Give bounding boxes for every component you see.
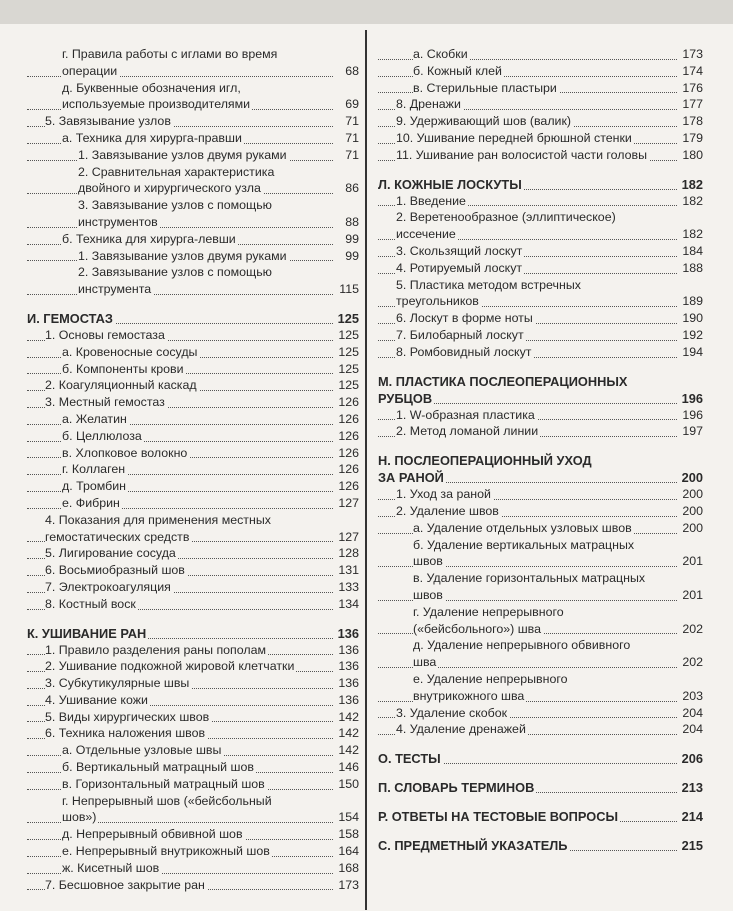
toc-entry-title: иссечение (396, 227, 456, 242)
toc-page-number: 190 (682, 311, 703, 326)
toc-entry[interactable] (27, 545, 359, 562)
toc-entry[interactable] (27, 327, 359, 344)
toc-page-number: 174 (682, 63, 703, 78)
toc-page-number: 125 (338, 361, 359, 376)
toc-entry[interactable] (378, 277, 703, 294)
toc-section-heading[interactable] (378, 373, 703, 390)
section-gap (27, 298, 359, 310)
toc-entry-title: 1. Завязывание узлов двумя руками (78, 147, 287, 162)
toc-entry-title: 2. Веретенообразное (эллиптическое) (396, 210, 616, 225)
toc-page-number: 200 (682, 520, 703, 535)
toc-entry[interactable] (27, 411, 359, 428)
toc-entry-title: 5. Завязывание узлов (45, 114, 171, 129)
toc-entry-title: а. Удаление отдельных узловых швов (413, 520, 632, 535)
toc-page-number: 126 (338, 445, 359, 460)
toc-entry-title: 1. Завязывание узлов двумя руками (78, 248, 287, 263)
toc-entry-title: а. Техника для хирурга-правши (62, 130, 242, 145)
toc-page-number: 126 (338, 479, 359, 494)
toc-page-number: 164 (338, 844, 359, 859)
toc-entry[interactable] (378, 147, 703, 164)
toc-section-heading[interactable] (378, 837, 703, 854)
toc-entry[interactable] (378, 63, 703, 80)
toc-entry[interactable] (27, 877, 359, 894)
toc-entry-title: К. УШИВАНИЕ РАН (27, 625, 147, 641)
toc-entry[interactable] (378, 260, 703, 277)
toc-entry-title: 6. Восьмиобразный шов (45, 563, 185, 578)
toc-page-number: 192 (682, 327, 703, 342)
toc-page-number: 202 (682, 655, 703, 670)
toc-entry-title: е. Фибрин (62, 495, 120, 510)
toc-page-number: 200 (682, 487, 703, 502)
toc-section-heading[interactable] (378, 779, 703, 796)
toc-page-number: 180 (682, 147, 703, 162)
toc-entry[interactable] (27, 461, 359, 478)
toc-entry-title: шов») (62, 810, 97, 825)
toc-entry[interactable] (27, 843, 359, 860)
toc-page-number: 125 (338, 327, 359, 342)
toc-page-number: 203 (682, 688, 703, 703)
toc-entry[interactable] (378, 637, 703, 654)
toc-entry-title: д. Буквенные обозначения игл, (62, 80, 241, 95)
toc-section-heading[interactable] (378, 390, 703, 407)
toc-entry[interactable] (27, 809, 359, 826)
toc-page-number: 173 (338, 877, 359, 892)
toc-page-number: 150 (338, 776, 359, 791)
toc-entry[interactable] (27, 180, 359, 197)
section-gap (27, 613, 359, 625)
toc-entry-title: 5. Пластика методом встречных (396, 277, 581, 292)
toc-entry[interactable] (27, 675, 359, 692)
toc-page-number: 200 (682, 503, 703, 518)
toc-entry[interactable] (378, 671, 703, 688)
toc-page-number: 206 (681, 751, 703, 767)
toc-entry-title: б. Техника для хирурга-левши (62, 231, 236, 246)
toc-page-number: 71 (337, 130, 359, 147)
toc-page-number: 68 (337, 63, 359, 80)
toc-entry[interactable] (378, 621, 703, 638)
toc-entry[interactable] (27, 377, 359, 394)
toc-entry[interactable] (27, 512, 359, 529)
toc-section-heading[interactable] (378, 808, 703, 825)
toc-page-number: 99 (337, 231, 359, 248)
toc-entry-title: 2. Удаление швов (396, 503, 499, 518)
toc-page-number: 136 (338, 692, 359, 707)
toc-entry-title: г. Удаление непрерывного (413, 604, 564, 619)
toc-page-number: 214 (681, 809, 703, 825)
toc-page-number: 133 (338, 579, 359, 594)
toc-entry-title: П. СЛОВАРЬ ТЕРМИНОВ (378, 780, 535, 796)
toc-page-number: 126 (338, 462, 359, 477)
toc-entry[interactable] (27, 759, 359, 776)
toc-page-number: 71 (337, 113, 359, 130)
toc-section-heading[interactable] (378, 469, 703, 486)
toc-page-number: 99 (337, 248, 359, 265)
toc-entry[interactable] (378, 705, 703, 722)
section-gap (378, 796, 703, 808)
toc-entry[interactable] (378, 209, 703, 226)
toc-entry-title: 4. Ротируемый лоскут (396, 260, 523, 275)
toc-page-number: 69 (337, 96, 359, 113)
toc-entry-title: шва (413, 655, 437, 670)
toc-entry-title: 11. Ушивание ран волосистой части головы (396, 147, 648, 162)
toc-page-number: 125 (338, 344, 359, 359)
toc-page-number: 131 (338, 563, 359, 578)
toc-entry[interactable] (378, 327, 703, 344)
toc-entry-title: а. Скобки (413, 47, 468, 61)
toc-entry-title: б. Компоненты крови (62, 361, 184, 376)
toc-entry-title: Н. ПОСЛЕОПЕРАЦИОННЫЙ УХОД (378, 453, 592, 469)
toc-entry[interactable] (27, 394, 359, 411)
toc-entry[interactable] (378, 46, 703, 63)
section-gap (378, 164, 703, 176)
toc-entry[interactable] (378, 721, 703, 738)
toc-entry[interactable] (27, 63, 359, 80)
toc-entry-title: 3. Удаление скобок (396, 705, 508, 720)
toc-page-number: 136 (337, 625, 359, 641)
toc-page-number: 213 (681, 780, 703, 796)
toc-page-number: 202 (682, 621, 703, 636)
toc-page-number: 154 (338, 810, 359, 825)
toc-page-number: 196 (681, 390, 703, 406)
toc-entry-title: инструмента (78, 282, 152, 297)
toc-entry[interactable] (378, 537, 703, 554)
toc-entry[interactable] (27, 164, 359, 181)
toc-entry[interactable] (27, 130, 359, 147)
toc-entry-title: д. Тромбин (62, 479, 127, 494)
toc-page-number: 197 (682, 424, 703, 439)
toc-entry-title: ЗА РАНОЙ (378, 470, 444, 486)
toc-entry-title: С. ПРЕДМЕТНЫЙ УКАЗАТЕЛЬ (378, 838, 568, 854)
toc-entry[interactable] (27, 776, 359, 793)
toc-page-number: 182 (681, 176, 703, 192)
toc-entry-title: 2. Завязывание узлов с помощью (78, 265, 272, 280)
toc-section-heading[interactable] (378, 176, 703, 193)
page-top-edge (0, 0, 733, 24)
toc-page-number: 136 (338, 642, 359, 657)
toc-entry-title: 10. Ушивание передней брюшной стенки (396, 130, 632, 145)
toc-page-number: 142 (338, 726, 359, 741)
toc-page-number: 168 (338, 860, 359, 875)
toc-entry-title: 1. Уход за раной (396, 487, 491, 502)
toc-entry[interactable] (27, 96, 359, 113)
toc-page-number: 146 (338, 760, 359, 775)
toc-right-column (378, 46, 703, 854)
toc-page-number: 188 (682, 260, 703, 275)
toc-entry[interactable] (378, 486, 703, 503)
toc-entry-title: двойного и хирургического узла (78, 181, 261, 196)
toc-entry-title: М. ПЛАСТИКА ПОСЛЕОПЕРАЦИОННЫХ (378, 373, 628, 389)
toc-page-number: 125 (337, 310, 359, 326)
toc-page-number: 128 (338, 546, 359, 561)
toc-entry[interactable] (27, 742, 359, 759)
toc-entry-title: операции (62, 63, 118, 78)
toc-entry-title: 3. Завязывание узлов с помощью (78, 198, 272, 213)
toc-left-column (27, 46, 359, 893)
toc-entry-title: 7. Билобарный лоскут (396, 327, 524, 342)
toc-entry[interactable] (378, 96, 703, 113)
toc-entry[interactable] (378, 570, 703, 587)
toc-entry-title: РУБЦОВ (378, 390, 433, 406)
toc-page-number: 179 (682, 130, 703, 145)
toc-entry[interactable] (27, 80, 359, 97)
toc-section-heading[interactable] (378, 750, 703, 767)
toc-entry-title: 3. Местный гемостаз (45, 395, 165, 410)
toc-entry-title: 2. Метод ломаной линии (396, 424, 539, 439)
toc-page-number: 127 (338, 495, 359, 510)
toc-page-number: 182 (682, 227, 703, 242)
toc-entry-title: 6. Техника наложения швов (45, 726, 206, 741)
toc-page-number: 142 (338, 709, 359, 724)
toc-page-number: 136 (338, 659, 359, 674)
toc-entry-title: б. Удаление вертикальных матрацных (413, 537, 635, 552)
toc-entry-title: г. Правила работы с иглами во время (62, 47, 278, 61)
section-gap (378, 361, 703, 373)
toc-entry-title: используемые производителями (62, 97, 251, 112)
toc-entry[interactable] (378, 407, 703, 424)
toc-entry[interactable] (378, 310, 703, 327)
toc-page-number: 204 (682, 722, 703, 737)
toc-entry-title: е. Непрерывный внутрикожный шов (62, 844, 270, 859)
toc-entry[interactable] (27, 596, 359, 613)
toc-entry-title: в. Горизонтальный матрацный шов (62, 776, 265, 791)
column-divider (365, 30, 367, 910)
toc-entry-title: 3. Субкутикулярные швы (45, 676, 190, 691)
toc-entry-title: д. Удаление непрерывного обвивного (413, 638, 631, 653)
toc-entry-title: а. Кровеносные сосуды (62, 344, 198, 359)
toc-entry[interactable] (378, 130, 703, 147)
toc-entry-title: в. Удаление горизонтальных матрацных (413, 571, 646, 586)
toc-page-number: 136 (338, 676, 359, 691)
toc-entry-title: 6. Лоскут в форме ноты (396, 311, 533, 326)
toc-entry[interactable] (27, 642, 359, 659)
toc-entry-title: б. Целлюлоза (62, 428, 142, 443)
toc-page-number: 126 (338, 428, 359, 443)
toc-entry[interactable] (378, 604, 703, 621)
toc-page-number: 71 (337, 147, 359, 164)
toc-entry[interactable] (378, 503, 703, 520)
toc-entry-title: И. ГЕМОСТАЗ (27, 310, 113, 326)
toc-entry[interactable] (27, 692, 359, 709)
toc-entry[interactable] (27, 231, 359, 248)
toc-entry[interactable] (27, 725, 359, 742)
toc-page-number: 184 (682, 243, 703, 258)
toc-entry-title: швов (413, 554, 443, 569)
toc-entry[interactable] (27, 197, 359, 214)
toc-page-number: 215 (681, 838, 703, 854)
toc-entry[interactable] (27, 445, 359, 462)
toc-page-number: 134 (338, 596, 359, 611)
toc-page-number: 125 (338, 378, 359, 393)
toc-entry[interactable] (27, 579, 359, 596)
toc-entry[interactable] (27, 658, 359, 675)
toc-page-number: 201 (682, 554, 703, 569)
toc-entry[interactable] (27, 281, 359, 298)
toc-page-number: 158 (338, 827, 359, 842)
toc-entry[interactable] (378, 344, 703, 361)
toc-entry[interactable] (378, 423, 703, 440)
section-gap (378, 825, 703, 837)
toc-page-number: 126 (338, 411, 359, 426)
toc-entry[interactable] (378, 113, 703, 130)
toc-entry[interactable] (27, 793, 359, 810)
toc-entry[interactable] (378, 80, 703, 97)
toc-entry[interactable] (378, 226, 703, 243)
toc-page-number: 200 (681, 470, 703, 486)
toc-entry-title: треугольников (396, 294, 479, 309)
toc-page-number: 177 (682, 97, 703, 112)
toc-entry[interactable] (378, 553, 703, 570)
toc-entry-title: внутрикожного шва (413, 688, 525, 703)
toc-entry-title: 7. Электрокоагуляция (45, 579, 171, 594)
section-gap (378, 738, 703, 750)
toc-entry-title: б. Вертикальный матрацный шов (62, 760, 254, 775)
toc-entry[interactable] (27, 344, 359, 361)
toc-entry-title: а. Отдельные узловые швы (62, 743, 222, 758)
toc-entry-title: в. Хлопковое волокно (62, 445, 188, 460)
toc-entry-title: е. Удаление непрерывного (413, 671, 568, 686)
toc-section-heading[interactable] (27, 625, 359, 642)
toc-entry-title: 5. Виды хирургических швов (45, 709, 210, 724)
toc-page-number: 126 (338, 395, 359, 410)
section-gap (378, 767, 703, 779)
toc-entry[interactable] (27, 46, 359, 63)
toc-entry-title: г. Непрерывный шов («бейсбольный (62, 793, 272, 808)
toc-entry[interactable] (378, 587, 703, 604)
toc-entry[interactable] (27, 214, 359, 231)
toc-entry[interactable] (27, 361, 359, 378)
toc-page-number: 178 (682, 114, 703, 129)
toc-entry-title: 2. Коагуляционный каскад (45, 378, 197, 393)
toc-page-number: 189 (682, 294, 703, 309)
toc-entry[interactable] (378, 688, 703, 705)
toc-entry-title: 3. Скользящий лоскут (396, 243, 523, 258)
toc-page-number: 142 (338, 743, 359, 758)
toc-entry-title: 1. Основы гемостаза (45, 327, 165, 342)
toc-entry-title: («бейсбольного») шва (413, 621, 541, 636)
toc-entry[interactable] (378, 520, 703, 537)
toc-entry[interactable] (27, 562, 359, 579)
toc-entry-title: 1. Введение (396, 193, 466, 208)
toc-entry-title: 2. Сравнительная характеристика (78, 164, 275, 179)
toc-entry-title: ж. Кисетный шов (62, 860, 160, 875)
toc-entry-title: 1. Правило разделения раны пополам (45, 642, 267, 657)
toc-page-number: 204 (682, 705, 703, 720)
toc-entry[interactable] (27, 264, 359, 281)
toc-entry-title: а. Желатин (62, 411, 127, 426)
toc-entry[interactable] (378, 243, 703, 260)
toc-entry[interactable] (27, 113, 359, 130)
toc-entry-title: швов (413, 587, 443, 602)
toc-page-number: 115 (337, 281, 359, 298)
toc-entry-title: б. Кожный клей (413, 63, 502, 78)
toc-entry-title: Л. КОЖНЫЕ ЛОСКУТЫ (378, 176, 522, 192)
toc-page-number: 182 (682, 193, 703, 208)
toc-entry[interactable] (378, 293, 703, 310)
toc-entry-title: г. Коллаген (62, 462, 126, 477)
toc-entry-title: 4. Показания для применения местных (45, 512, 271, 527)
toc-section-heading[interactable] (27, 310, 359, 327)
toc-entry-title: гемостатических средств (45, 529, 190, 544)
toc-entry[interactable] (27, 478, 359, 495)
toc-entry[interactable] (27, 860, 359, 877)
toc-entry[interactable] (27, 529, 359, 546)
toc-entry[interactable] (378, 193, 703, 210)
toc-entry-title: 1. W-образная пластика (396, 407, 535, 422)
toc-section-heading[interactable] (378, 452, 703, 469)
toc-entry-title: 5. Лигирование сосуда (45, 546, 176, 561)
toc-entry[interactable] (27, 248, 359, 265)
toc-page-number: 176 (682, 80, 703, 95)
toc-entry-title: в. Стерильные пластыри (413, 80, 557, 95)
toc-page-number: 201 (682, 587, 703, 602)
toc-page-number: 86 (337, 180, 359, 197)
toc-page-number: 173 (682, 47, 703, 61)
section-gap (378, 440, 703, 452)
toc-entry[interactable] (378, 654, 703, 671)
toc-entry-title: 2. Ушивание подкожной жировой клетчатки (45, 659, 295, 674)
toc-entry[interactable] (27, 709, 359, 726)
toc-entry-title: 4. Удаление дренажей (396, 722, 526, 737)
toc-entry-title: 8. Костный воск (45, 596, 136, 611)
toc-entry-title: О. ТЕСТЫ (378, 751, 441, 767)
toc-page-number: 194 (682, 344, 703, 359)
toc-page-number: 196 (682, 407, 703, 422)
toc-entry-title: 9. Удерживающий шов (валик) (396, 114, 572, 129)
toc-entry-title: Р. ОТВЕТЫ НА ТЕСТОВЫЕ ВОПРОСЫ (378, 809, 618, 825)
toc-entry-title: д. Непрерывный обвивной шов (62, 827, 243, 842)
toc-entry-title: 8. Дренажи (396, 97, 461, 112)
toc-entry[interactable] (27, 495, 359, 512)
toc-entry[interactable] (27, 826, 359, 843)
toc-entry[interactable] (27, 428, 359, 445)
toc-entry-title: инструментов (78, 214, 158, 229)
toc-page-number: 88 (337, 214, 359, 231)
toc-entry[interactable] (27, 147, 359, 164)
toc-page-number: 127 (338, 529, 359, 544)
toc-entry-title: 4. Ушивание кожи (45, 692, 148, 707)
toc-entry-title: 8. Ромбовидный лоскут (396, 344, 532, 359)
toc-entry-title: 7. Бесшовное закрытие ран (45, 877, 205, 892)
